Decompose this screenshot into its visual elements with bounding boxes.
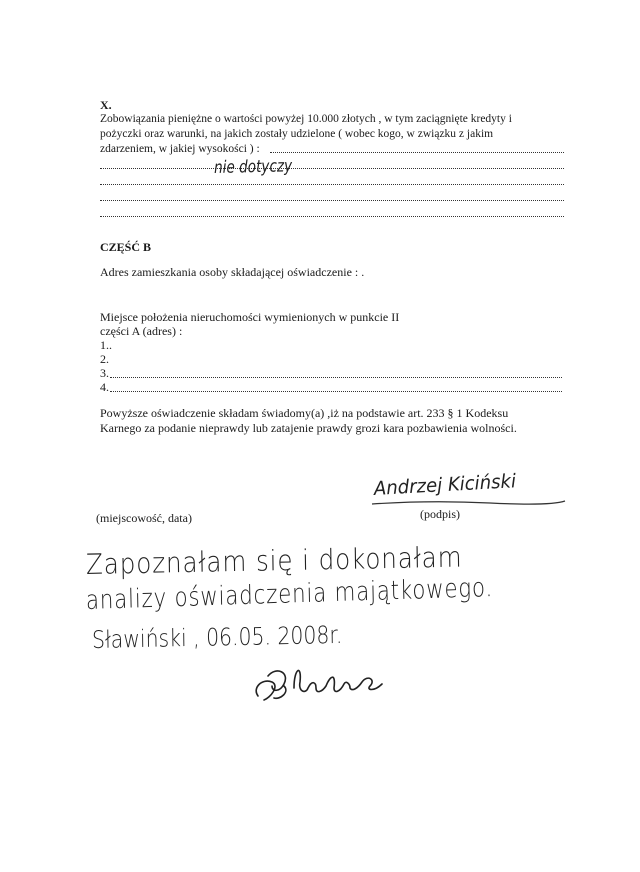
answer-line: [100, 166, 564, 169]
answer-line: [270, 150, 564, 153]
part-b-heading: CZĘŚĆ B: [100, 240, 152, 254]
reviewer-signature: [250, 658, 400, 708]
statement-line-1: Powyższe oświadczenie składam świadomy(a) ,iż na podstawie art. 233 § 1 Kodeksu: [100, 406, 509, 420]
answer-line: [100, 198, 564, 201]
property-item-number: 1..: [100, 338, 112, 352]
property-item-number: 2.: [100, 352, 109, 366]
review-note-line-3: Sławiński , 06.05. 2008r.: [91, 620, 343, 654]
property-label-line-1: Miejsce położenia nieruchomości wymienionych w punkcie II: [100, 310, 400, 324]
answer-line: [100, 214, 564, 217]
section-x-text-line-2: pożyczki oraz warunki, na jakich zostały udzielone ( wobec kogo, w związku z jakim: [100, 128, 494, 140]
review-note-line-1: Zapoznałam się i dokonałam: [85, 540, 463, 581]
address-label: Adres zamieszkania osoby składającej oświadczenie : .: [100, 265, 365, 279]
signature-underline: [370, 498, 570, 508]
property-item-line: [110, 375, 562, 378]
property-item-number: 4.: [100, 380, 109, 394]
place-date-label: (miejscowość, data): [96, 511, 192, 525]
handwritten-answer: nie dotyczy: [213, 156, 293, 178]
signature-name: Andrzej Kiciński: [373, 470, 517, 500]
section-x-text-line-3: zdarzeniem, w jakiej wysokości ) :: [100, 143, 260, 155]
property-item-line: [110, 389, 562, 392]
section-x-heading: X.: [100, 98, 112, 112]
statement-line-2: Karnego za podanie nieprawdy lub zatajenie prawdy grozi kara pozbawienia wolności.: [100, 421, 517, 435]
property-item-number: 3.: [100, 366, 109, 380]
section-x-text-line-1: Zobowiązania pieniężne o wartości powyżej 10.000 złotych , w tym zaciągnięte kredyty i: [100, 113, 512, 125]
property-label-line-2: części A (adres) :: [100, 324, 183, 338]
answer-line: [100, 182, 564, 185]
signature-label: (podpis): [420, 507, 460, 521]
review-note-line-2: analizy oświadczenia majątkowego.: [85, 573, 494, 616]
